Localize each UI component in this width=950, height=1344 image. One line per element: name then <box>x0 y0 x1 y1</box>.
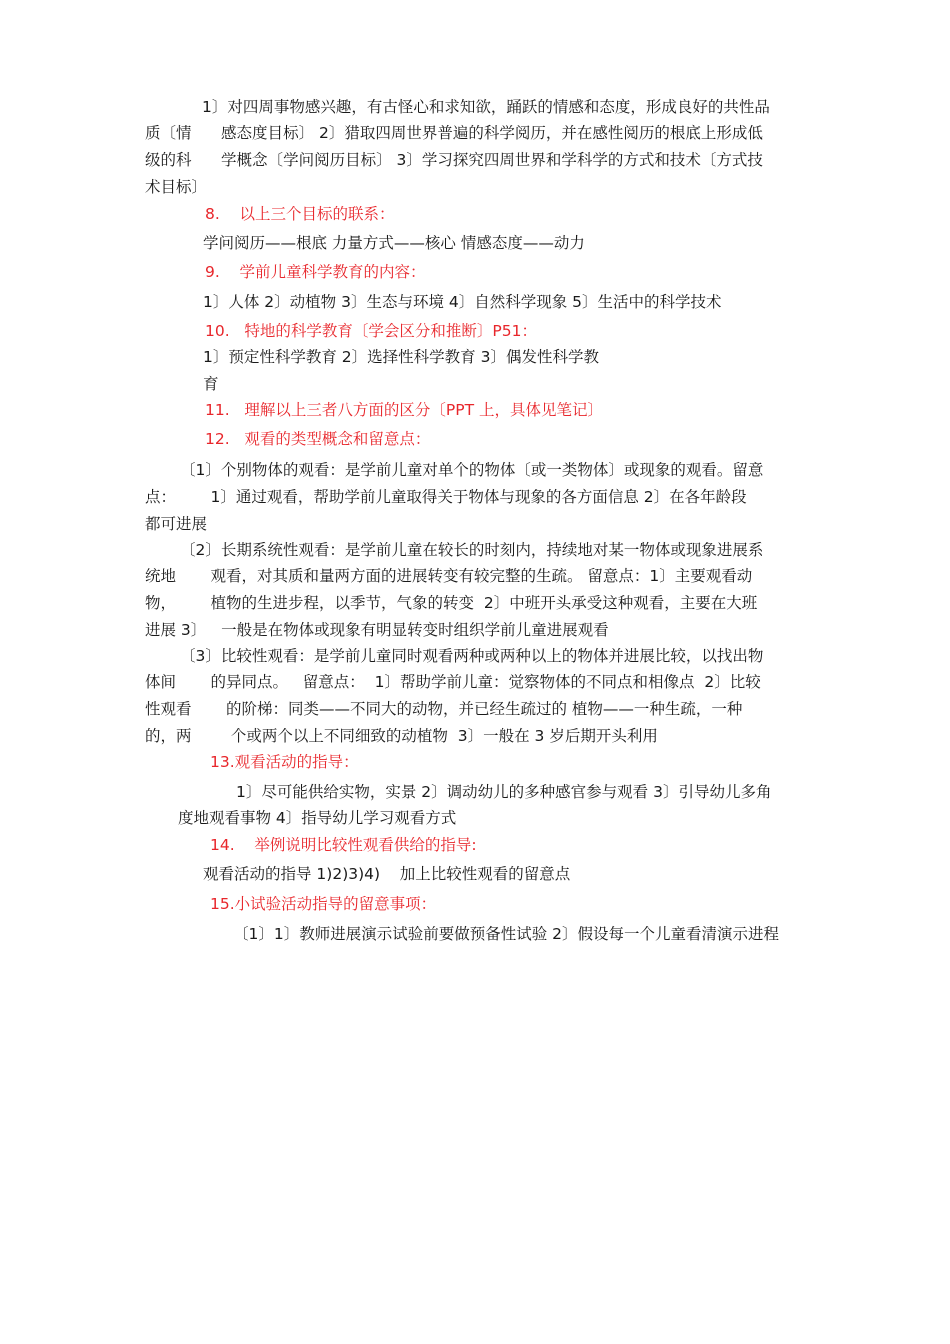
text-line: 度地观看事物 4〕指导幼儿学习观看方式 <box>178 809 457 827</box>
text-line: 育 <box>203 375 219 393</box>
text-line: 性观看 的阶梯：同类——不同大的动物，并已经生疏过的 植物——一种生疏，一种 <box>145 700 743 718</box>
section-heading: 10. 特地的科学教育〔学会区分和推断〕P51： <box>205 322 538 340</box>
text-line: 点： 1〕通过观看，帮助学前儿童取得关于物体与现象的各方面信息 2〕在各年龄段 <box>145 488 747 506</box>
text-line: 1〕尽可能供给实物，实景 2〕调动幼儿的多种感官参与观看 3〕引导幼儿多角 <box>236 783 772 801</box>
text-line: 统地 观看，对其质和量两方面的进展转变有较完整的生疏。 留意点：1〕主要观看动 <box>145 567 753 585</box>
text-line: 〔2〕长期系统性观看：是学前儿童在较长的时刻内，持续地对某一物体或现象进展系 <box>180 541 764 559</box>
section-heading: 11. 理解以上三者八方面的区分〔PPT 上，具体见笔记〕 <box>205 401 604 419</box>
text-line: 体间 的异同点。 留意点： 1〕帮助学前儿童：觉察物体的不同点和相像点 2〕比较 <box>145 673 761 691</box>
section-heading: 13.观看活动的指导： <box>210 753 359 771</box>
text-line: 1〕人体 2〕动植物 3〕生态与环境 4〕自然科学现象 5〕生活中的科学技术 <box>203 293 722 311</box>
text-line: 观看活动的指导 1)2)3)4) 加上比较性观看的留意点 <box>203 865 571 883</box>
text-line: 级的科 学概念〔学问阅历目标〕 3〕学习探究四周世界和学科学的方式和技术〔方式技 <box>145 151 763 169</box>
text-line: 进展 3〕 一般是在物体或现象有明显转变时组织学前儿童进展观看 <box>145 621 609 639</box>
section-heading: 9. 学前儿童科学教育的内容： <box>205 263 426 281</box>
text-line: 都可进展 <box>145 515 208 533</box>
text-line: 学问阅历——根底 力量方式——核心 情感态度——动力 <box>203 234 585 252</box>
text-line: 〔3〕比较性观看：是学前儿童同时观看两种或两种以上的物体并进展比较，以找出物 <box>180 647 764 665</box>
text-line: 物， 植物的生进步程，以季节，气象的转变 2〕中班开头承受这种观看，主要在大班 <box>145 594 758 612</box>
text-line: 〔1〕个别物体的观看：是学前儿童对单个的物体〔或一类物体〕或现象的观看。留意 <box>180 461 764 479</box>
text-line: 质〔情 感态度目标〕 2〕猎取四周世界普遍的科学阅历，并在感性阅历的根底上形成低 <box>145 124 763 142</box>
section-heading: 15.小试验活动指导的留意事项： <box>210 895 437 913</box>
section-heading: 8. 以上三个目标的联系： <box>205 205 395 223</box>
text-line: 1〕对四周事物感兴趣，有古怪心和求知欲，踊跃的情感和态度，形成良好的共性品 <box>202 98 770 116</box>
section-heading: 12. 观看的类型概念和留意点： <box>205 430 431 448</box>
text-line: 术目标〕 <box>145 178 208 196</box>
text-line: 的，两 个或两个以上不同细致的动植物 3〕一般在 3 岁后期开头利用 <box>145 727 658 745</box>
text-line: 1〕预定性科学教育 2〕选择性科学教育 3〕偶发性科学教 <box>203 348 599 366</box>
text-line: 〔1〕1〕教师进展演示试验前要做预备性试验 2〕假设每一个儿童看清演示进程 <box>233 925 780 943</box>
section-heading: 14. 举例说明比较性观看供给的指导: <box>210 836 477 854</box>
